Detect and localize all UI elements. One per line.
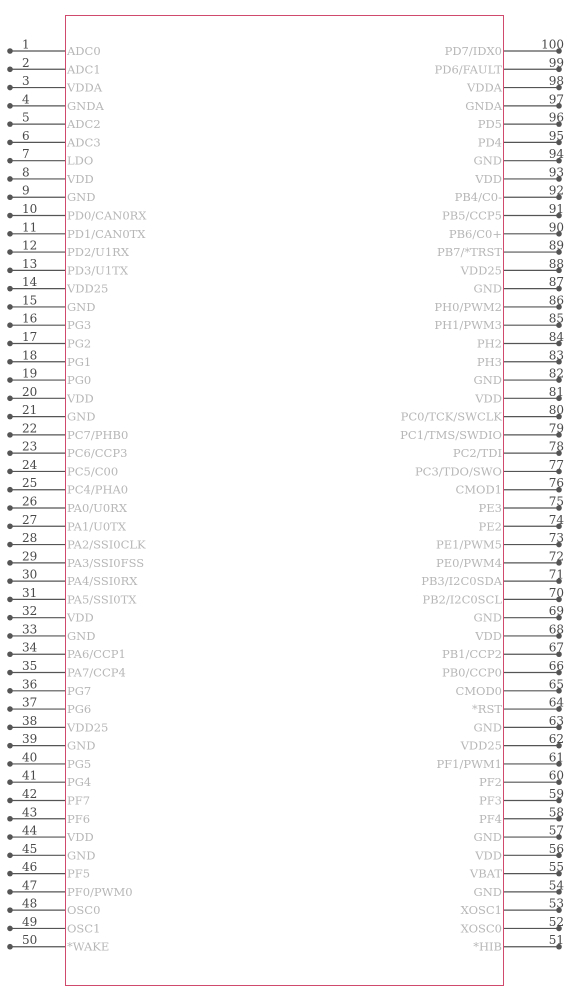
pin-42 [7,787,90,808]
pin-51 [473,933,564,954]
pin-9 [7,184,95,205]
pin-name: VDD [475,848,502,863]
pin-name: PG4 [67,775,92,790]
pin-number: 97 [548,92,564,107]
pin-terminal-dot [7,523,13,529]
pin-name: PA3/SSI0FSS [67,555,145,570]
pin-terminal-dot [7,651,13,657]
pin-number: 40 [22,750,38,765]
pin-number: 31 [22,585,38,600]
pin-terminal-dot [7,542,13,548]
pin-number: 7 [22,147,30,162]
pin-terminal-dot [7,743,13,749]
pin-terminal-dot [7,725,13,731]
pin-number: 98 [548,74,564,89]
pin-name: PA2/SSI0CLK [67,537,146,552]
pin-name: VDD [67,171,94,186]
pin-name: GND [67,190,96,205]
pin-name: VDD [475,391,502,406]
pin-terminal-dot [7,414,13,420]
pin-terminal-dot [7,907,13,913]
pin-number: 51 [548,933,564,948]
pin-18 [7,348,91,369]
pin-67 [442,641,564,662]
pin-number: 60 [548,768,564,783]
pin-name: PH2 [476,336,502,351]
pin-39 [7,732,95,753]
pin-name: VDD [67,610,94,625]
pin-name: GND [473,830,502,845]
pin-terminal-dot [7,816,13,822]
pin-number: 57 [548,823,564,838]
pin-name: VDD25 [460,738,502,753]
pin-number: 20 [22,384,38,399]
pin-name: PG1 [67,354,92,369]
pin-number: 95 [548,128,564,143]
pin-name: PB3/I2C0SDA [421,574,502,589]
pin-number: 84 [548,329,564,344]
pin-name: PB0/CCP0 [441,665,502,680]
pin-number: 78 [548,439,564,454]
pin-name: OSC0 [67,903,101,918]
pin-number: 93 [548,165,564,180]
pin-number: 16 [22,311,38,326]
pin-number: 17 [22,329,38,344]
pin-name: GNDA [67,98,104,113]
pin-number: 30 [22,567,38,582]
pin-number: 94 [548,147,564,162]
pin-name: ADC1 [67,62,101,77]
pin-name: PC1/TMS/SWDIO [400,427,502,442]
pin-name: GND [473,281,502,296]
pin-number: 21 [22,403,38,418]
pin-number: 26 [22,494,38,509]
pin-name: PB1/CCP2 [441,647,502,662]
pin-name: VDDA [466,80,502,95]
pin-terminal-dot [7,597,13,603]
pin-number: 37 [22,695,38,710]
pin-terminal-dot [7,560,13,566]
pin-terminal-dot [7,834,13,840]
pin-name: LDO [67,153,94,168]
pin-19 [7,367,91,388]
pin-85 [434,312,564,333]
pin-name: PE0/PWM4 [436,555,502,570]
pin-92 [455,184,564,205]
pin-66 [442,659,564,680]
pin-number: 48 [22,896,38,911]
pin-number: 18 [22,348,38,363]
pin-number: 41 [22,768,38,783]
pin-number: 36 [22,677,38,692]
pin-name: PD6/FAULT [434,62,502,77]
pin-terminal-dot [7,158,13,164]
pin-name: GND [473,610,502,625]
pin-terminal-dot [7,944,13,950]
pin-terminal-dot [7,66,13,72]
pin-76 [455,476,564,497]
pin-number: 79 [548,421,564,436]
pin-name: PH3 [476,354,502,369]
pin-number: 39 [22,732,38,747]
pin-terminal-dot [7,377,13,383]
pin-name: PB2/I2C0SCL [422,592,502,607]
pin-name: PG5 [67,756,92,771]
pin-terminal-dot [7,85,13,91]
pin-name: *RST [472,702,502,717]
pin-37 [7,696,91,717]
pin-41 [7,769,91,790]
pin-terminal-dot [7,487,13,493]
pin-number: 53 [548,896,564,911]
pin-name: XOSC0 [460,921,502,936]
pin-terminal-dot [7,670,13,676]
pin-name: PA0/U0RX [67,501,128,515]
pin-terminal-dot [7,706,13,712]
pin-name: PF0/PWM0 [67,884,133,899]
pin-terminal-dot [7,103,13,109]
pin-name: VDD [475,628,502,643]
pin-number: 76 [548,476,564,491]
pin-99 [435,56,565,77]
pin-71 [421,568,564,589]
pin-number: 3 [22,74,30,89]
pin-name: PA1/U0TX [67,519,127,534]
pin-name: GND [473,153,502,168]
pin-name: PC4/PHA0 [67,482,129,497]
pin-name: PC6/CCP3 [67,446,128,461]
left-pin-column [7,38,147,954]
pin-86 [434,293,564,314]
pin-number: 13 [22,256,38,271]
pin-number: 52 [548,914,564,929]
pin-number: 66 [548,659,564,674]
pin-number: 33 [22,622,38,637]
pin-name: GND [67,848,96,863]
pin-name: VDD [475,171,502,186]
pin-number: 69 [548,604,564,619]
pin-number: 96 [548,110,564,125]
pin-number: 2 [22,55,30,70]
pin-number: 61 [548,750,564,765]
pin-name: ADC2 [67,117,101,132]
pin-name: PD4 [477,135,502,150]
pin-number: 45 [22,841,38,856]
pin-name: PB7/*TRST [436,245,502,260]
pin-number: 27 [22,512,38,527]
pin-65 [455,677,564,698]
pin-number: 12 [22,238,38,253]
pin-73 [436,531,564,552]
pin-7 [7,147,93,168]
pin-46 [7,860,90,881]
pin-number: 77 [548,457,564,472]
pin-name: PD7/IDX0 [444,44,502,58]
pin-terminal-dot [7,615,13,621]
pin-number: 32 [22,604,38,619]
pin-name: PD2/U1RX [67,245,130,260]
pin-terminal-dot [7,286,13,292]
pin-number: 15 [22,293,38,308]
pin-terminal-dot [7,853,13,859]
pin-number: 25 [22,476,38,491]
pin-name: GND [67,628,96,643]
pin-name: ADC3 [67,135,101,150]
pin-number: 92 [548,183,564,198]
pin-number: 56 [548,841,564,856]
pin-name: CMOD0 [455,683,502,698]
pin-name: *WAKE [67,939,110,954]
pin-name: PA5/SSI0TX [67,592,137,607]
pin-name: PE3 [478,501,502,515]
pin-terminal-dot [7,213,13,219]
pin-number: 63 [548,713,564,728]
pin-number: 22 [22,421,38,436]
pin-name: PH1/PWM3 [434,318,502,333]
pin-number: 71 [548,567,564,582]
pin-terminal-dot [7,48,13,54]
pin-number: 100 [541,37,564,52]
pin-number: 28 [22,531,38,546]
pin-number: 64 [548,695,564,710]
pin-name: GND [473,720,502,735]
pin-number: 10 [22,202,38,217]
pin-name: GND [67,409,96,424]
pin-number: 59 [548,786,564,801]
pin-name: PB4/C0- [454,190,502,205]
pin-name: VDD25 [67,720,109,735]
pin-number: 81 [548,384,564,399]
pin-80 [401,403,564,424]
pin-number: 49 [22,914,38,929]
pin-terminal-dot [7,249,13,255]
pin-number: 5 [22,110,30,125]
pin-name: XOSC1 [460,903,502,918]
pin-16 [7,312,91,333]
pin-terminal-dot [7,322,13,328]
pin-40 [7,750,91,771]
pin-number: 47 [22,878,38,893]
pin-name: OSC1 [67,921,101,936]
pin-number: 11 [22,220,38,235]
pin-name: PG6 [67,702,92,717]
pin-name: VDDA [67,80,103,95]
pin-name: PF3 [478,793,502,808]
pin-number: 99 [548,55,564,70]
pin-17 [7,330,91,351]
pin-number: 85 [548,311,564,326]
pin-name: PG3 [67,318,92,333]
pin-terminal-dot [7,633,13,639]
pin-number: 4 [22,92,30,107]
pin-number: 50 [22,933,38,948]
pin-79 [400,421,564,442]
pin-number: 75 [548,494,564,509]
pin-45 [7,842,95,863]
pin-number: 9 [22,183,30,198]
pin-name: VDD25 [67,281,109,296]
pin-number: 44 [22,823,38,838]
pin-terminal-dot [7,140,13,146]
pin-90 [449,220,564,241]
pin-name: PC3/TDO/SWO [414,464,502,479]
pin-terminal-dot [7,469,13,475]
pin-number: 46 [22,860,38,875]
pin-name: PF7 [67,793,91,808]
pin-32 [7,604,94,625]
pin-91 [442,202,564,223]
pin-name: PF2 [478,775,502,790]
pin-number: 67 [548,640,564,655]
pin-number: 8 [22,165,30,180]
pin-name: PD5 [477,117,502,132]
pin-70 [422,586,564,607]
pin-name: PD0/CAN0RX [67,208,147,223]
pin-name: VDD25 [460,263,502,278]
pin-name: PG2 [67,336,92,351]
pin-72 [436,549,564,570]
pin-number: 89 [548,238,564,253]
pin-number: 55 [548,860,564,875]
pin-terminal-dot [7,798,13,804]
pin-number: 68 [548,622,564,637]
pin-number: 43 [22,805,38,820]
pin-terminal-dot [7,231,13,237]
pin-number: 6 [22,128,30,143]
pin-number: 42 [22,786,38,801]
pin-number: 65 [548,677,564,692]
pin-terminal-dot [7,450,13,456]
pin-name: PG7 [67,683,92,698]
pin-name: PD1/CAN0TX [67,226,146,241]
pin-name: GND [67,738,96,753]
pin-name: PF1/PWM1 [436,756,502,771]
pin-number: 58 [548,805,564,820]
pin-name: PB6/C0+ [448,226,502,241]
pin-number: 83 [548,348,564,363]
pin-number: 34 [22,640,38,655]
pin-terminal-dot [7,194,13,200]
pin-number: 74 [548,512,564,527]
pin-name: CMOD1 [455,482,502,497]
pin-name: PC2/TDI [452,446,502,461]
pin-number: 86 [548,293,564,308]
pin-number: 82 [548,366,564,381]
pin-number: 90 [548,220,564,235]
pin-name: PF6 [67,811,91,826]
pin-number: 23 [22,439,38,454]
pin-number: 14 [22,275,38,290]
pin-terminal-dot [7,359,13,365]
pin-name: PE1/PWM5 [436,537,502,552]
pin-name: PH0/PWM2 [434,299,502,314]
pin-name: GND [473,884,502,899]
pin-name: PF5 [67,866,91,881]
pin-77 [415,458,564,479]
pin-8 [7,165,94,186]
pin-name: PC5/C00 [67,464,119,479]
pin-terminal-dot [7,779,13,785]
pin-name: PF4 [478,811,502,826]
pin-name: PC0/TCK/SWCLK [400,409,502,424]
pin-name: PB5/CCP5 [441,208,502,223]
pin-number: 29 [22,549,38,564]
pin-78 [453,440,564,461]
pin-number: 35 [22,659,38,674]
pin-terminal-dot [7,121,13,127]
pin-33 [7,622,95,643]
pin-61 [436,750,564,771]
pin-21 [7,403,95,424]
pin-number: 91 [548,202,564,217]
pin-89 [437,239,564,259]
pin-name: PC7/PHB0 [67,427,129,442]
pin-number: 80 [548,403,564,418]
pin-name: PE2 [478,519,502,534]
pin-20 [7,385,94,406]
pin-name: PD3/U1TX [67,263,129,278]
right-pin-column [400,38,564,954]
pin-terminal-dot [7,176,13,182]
pin-number: 73 [548,531,564,546]
pin-number: 1 [22,37,30,52]
pin-name: GNDA [465,98,502,113]
pin-terminal-dot [7,761,13,767]
pin-number: 88 [548,256,564,271]
pin-100 [445,38,564,59]
pin-number: 24 [22,457,38,472]
pin-number: 54 [548,878,564,893]
pin-terminal-dot [7,688,13,694]
pin-number: 87 [548,275,564,290]
pin-number: 72 [548,549,564,564]
pin-name: GND [473,373,502,388]
pin-terminal-dot [7,889,13,895]
pin-terminal-dot [7,396,13,402]
ic-body-outline [66,16,504,986]
pin-name: VDD [67,391,94,406]
pin-terminal-dot [7,578,13,584]
pin-terminal-dot [7,268,13,274]
pin-terminal-dot [7,926,13,932]
pin-name: ADC0 [67,44,101,58]
pin-name: PA6/CCP1 [67,647,126,662]
pin-name: GND [67,299,96,314]
pin-50 [7,933,109,954]
pin-name: VDD [67,830,94,845]
pin-15 [7,293,95,314]
pin-number: 19 [22,366,38,381]
pin-name: PA4/SSI0RX [67,574,138,589]
pin-terminal-dot [7,871,13,877]
pin-name: *HIB [473,939,502,954]
pin-number: 70 [548,585,564,600]
pin-43 [7,805,90,826]
pin-name: VBAT [469,866,502,881]
pin-terminal-dot [7,304,13,310]
pin-name: PA7/CCP4 [67,665,126,680]
pin-number: 62 [548,732,564,747]
pin-terminal-dot [7,341,13,347]
pin-44 [7,824,94,845]
pin-terminal-dot [7,432,13,438]
pin-36 [7,677,91,698]
pin-terminal-dot [7,505,13,511]
pin-name: PG0 [67,373,92,388]
pin-number: 38 [22,713,38,728]
